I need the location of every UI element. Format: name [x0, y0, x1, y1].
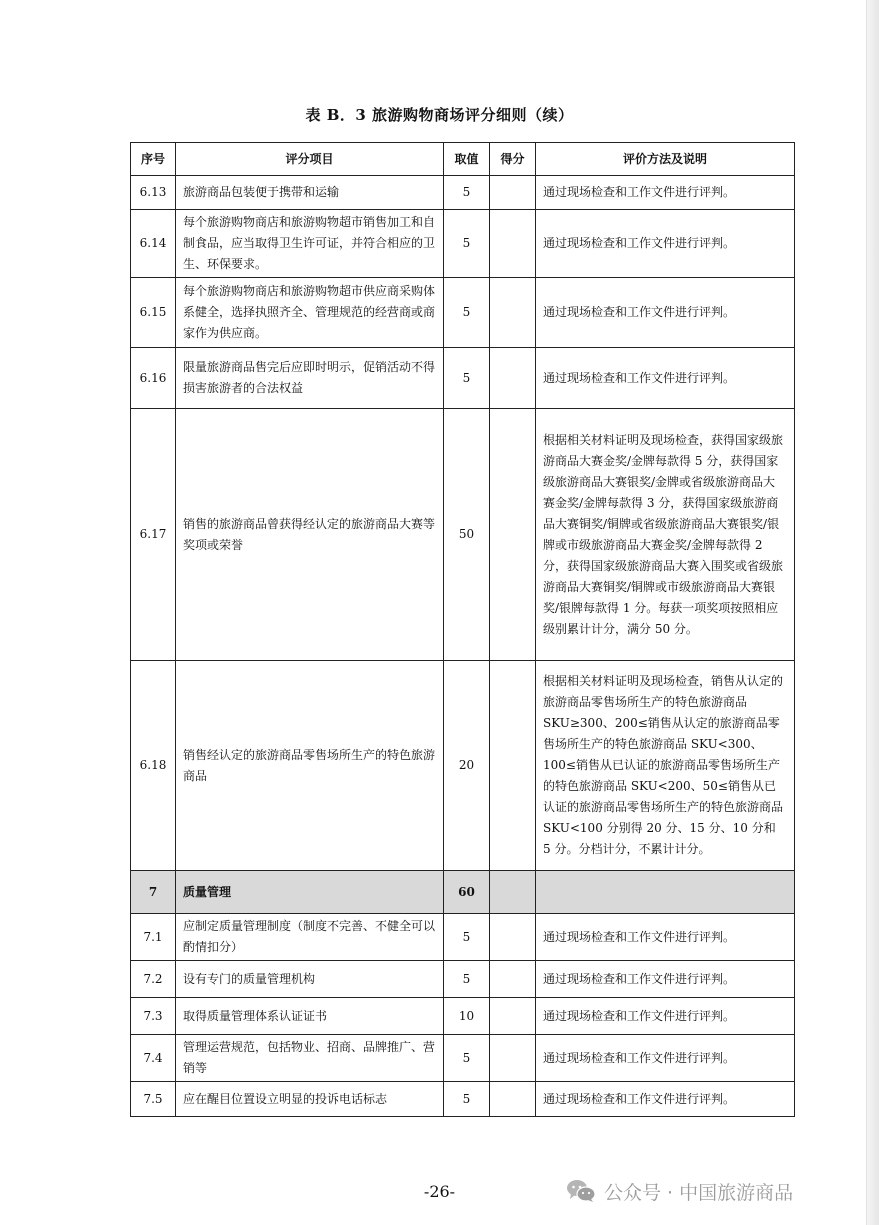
row-method: 通过现场检查和工作文件进行评判。 — [536, 1035, 795, 1082]
table-row — [131, 661, 795, 871]
row-value: 5 — [444, 1035, 490, 1082]
table-row — [131, 210, 795, 278]
row-method: 通过现场检查和工作文件进行评判。 — [536, 961, 795, 998]
header-no: 序号 — [131, 143, 176, 176]
row-score — [490, 998, 536, 1035]
row-item: 取得质量管理体系认证证书 — [176, 998, 444, 1035]
header-score: 得分 — [490, 143, 536, 176]
row-method: 通过现场检查和工作文件进行评判。 — [536, 176, 795, 210]
row-no: 7.5 — [131, 1082, 176, 1117]
row-method: 通过现场检查和工作文件进行评判。 — [536, 210, 795, 278]
header-value: 取值 — [444, 143, 490, 176]
row-item: 应制定质量管理制度（制度不完善、不健全可以酌情扣分） — [176, 914, 444, 961]
row-value: 5 — [444, 278, 490, 348]
table-row — [131, 176, 795, 210]
table-row — [131, 1035, 795, 1082]
row-score — [490, 914, 536, 961]
table-row — [131, 348, 795, 409]
watermark — [566, 1178, 793, 1204]
table-row — [131, 998, 795, 1035]
row-item: 每个旅游购物商店和旅游购物超市销售加工和自制食品，应当取得卫生许可证，并符合相应的卫生、环保要求。 — [176, 210, 444, 278]
row-item: 限量旅游商品售完后应即时明示，促销活动不得损害旅游者的合法权益 — [176, 348, 444, 409]
table-title: 表 B．3 旅游购物商场评分细则（续） — [305, 106, 574, 124]
row-method: 通过现场检查和工作文件进行评判。 — [536, 998, 795, 1035]
row-score — [490, 210, 536, 278]
row-no: 6.14 — [131, 210, 176, 278]
table-row — [131, 409, 795, 661]
row-value: 5 — [444, 348, 490, 409]
row-score — [490, 348, 536, 409]
row-no: 7.1 — [131, 914, 176, 961]
row-method: 通过现场检查和工作文件进行评判。 — [536, 914, 795, 961]
row-no: 6.13 — [131, 176, 176, 210]
row-item: 应在醒目位置设立明显的投诉电话标志 — [176, 1082, 444, 1117]
table-row — [131, 961, 795, 998]
row-no: 6.15 — [131, 278, 176, 348]
section-score — [490, 871, 536, 914]
row-no: 7.4 — [131, 1035, 176, 1082]
page-number: -26- — [423, 1182, 456, 1201]
row-score — [490, 661, 536, 871]
scoring-table — [130, 142, 795, 1117]
row-method: 通过现场检查和工作文件进行评判。 — [536, 348, 795, 409]
row-value: 50 — [444, 409, 490, 661]
watermark-text: 公众号 · 中国旅游商品 — [604, 1181, 794, 1204]
row-score — [490, 278, 536, 348]
row-item: 销售经认定的旅游商品零售场所生产的特色旅游商品 — [176, 661, 444, 871]
section-value: 60 — [444, 871, 490, 914]
row-item: 每个旅游购物商店和旅游购物超市供应商采购体系健全，选择执照齐全、管理规范的经营商或商家作为供应商。 — [176, 278, 444, 348]
row-score — [490, 1082, 536, 1117]
row-value: 20 — [444, 661, 490, 871]
header-item: 评分项目 — [176, 143, 444, 176]
table-header-row — [131, 143, 795, 176]
row-method: 根据相关材料证明及现场检查，销售从认定的旅游商品零售场所生产的特色旅游商品 SKU≥300、200≤销售从认定的旅游商品零售场所生产的特色旅游商品 SKU<300、100≤销售从已认证的旅游商品零售场所生产的特色旅游商品 SKU<200、50≤销售从已认证的旅游商品零售场所生产的特色旅游商品 SKU<100 分别得 20 分、15 分、10 分和 5 分。分档计分，不累计计分。 — [536, 661, 795, 871]
row-item: 管理运营规范，包括物业、招商、品牌推广、营销等 — [176, 1035, 444, 1082]
row-value: 5 — [444, 210, 490, 278]
section-no: 7 — [131, 871, 176, 914]
section-method — [536, 871, 795, 914]
row-value: 5 — [444, 961, 490, 998]
row-score — [490, 409, 536, 661]
row-score — [490, 961, 536, 998]
row-value: 5 — [444, 176, 490, 210]
row-method: 通过现场检查和工作文件进行评判。 — [536, 278, 795, 348]
row-no: 7.2 — [131, 961, 176, 998]
row-item: 旅游商品包装便于携带和运输 — [176, 176, 444, 210]
row-no: 7.3 — [131, 998, 176, 1035]
row-score — [490, 1035, 536, 1082]
wechat-icon — [566, 1179, 596, 1203]
row-item: 销售的旅游商品曾获得经认定的旅游商品大赛等奖项或荣誉 — [176, 409, 444, 661]
row-method: 根据相关材料证明及现场检查，获得国家级旅游商品大赛金奖/金牌每款得 5 分，获得国家级旅游商品大赛银奖/金牌或省级旅游商品大赛金奖/金牌每款得 3 分，获得国家级旅游商品大赛铜奖/铜牌或省级旅游商品大赛银奖/银牌或市级旅游商品大赛金奖/金牌每款得 2 分，获得国家级旅游商品大赛入围奖或省级旅游商品大赛铜奖/铜牌或市级旅游商品大赛银奖/银牌每款得 1 分。每获一项奖项按照相应级别累计计分，满分 50 分。 — [536, 409, 795, 661]
page-edge — [866, 0, 879, 1225]
row-value: 5 — [444, 1082, 490, 1117]
row-method: 通过现场检查和工作文件进行评判。 — [536, 1082, 795, 1117]
section-row — [131, 871, 795, 914]
row-no: 6.18 — [131, 661, 176, 871]
table-row — [131, 914, 795, 961]
row-item: 设有专门的质量管理机构 — [176, 961, 444, 998]
row-score — [490, 176, 536, 210]
row-no: 6.16 — [131, 348, 176, 409]
table-row — [131, 1082, 795, 1117]
row-value: 5 — [444, 914, 490, 961]
header-method: 评价方法及说明 — [536, 143, 795, 176]
table-row — [131, 278, 795, 348]
section-title: 质量管理 — [176, 871, 444, 914]
row-value: 10 — [444, 998, 490, 1035]
row-no: 6.17 — [131, 409, 176, 661]
